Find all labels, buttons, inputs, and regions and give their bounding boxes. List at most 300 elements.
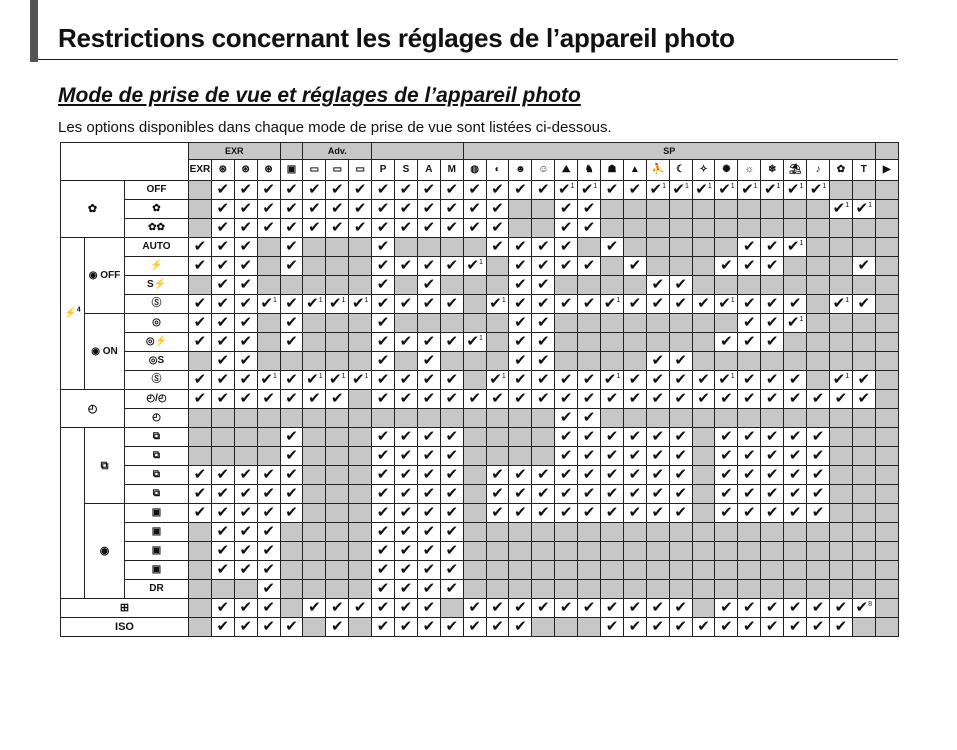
table-cell [738, 409, 761, 428]
table-cell [189, 181, 212, 200]
table-cell: ✔ [372, 618, 395, 637]
table-cell: ✔ [646, 295, 669, 314]
table-cell [532, 219, 555, 238]
table-cell [509, 561, 532, 580]
table-cell [349, 314, 372, 333]
table-cell [829, 504, 852, 523]
table-cell [692, 219, 715, 238]
table-cell [761, 276, 784, 295]
table-cell [669, 200, 692, 219]
table-cell: ✔ [761, 599, 784, 618]
table-cell [509, 409, 532, 428]
table-row [61, 447, 899, 466]
footnote-marker: 1 [272, 373, 277, 380]
table-cell: ✔ [211, 314, 234, 333]
table-cell [440, 409, 463, 428]
intro-text: Les options disponibles dans chaque mode de prise de vue sont listées ci-dessous. [58, 119, 612, 136]
table-cell: ✔ [280, 390, 303, 409]
footnote-marker: 1 [501, 297, 506, 304]
table-cell [875, 181, 898, 200]
table-cell: ✔$^1$ [349, 295, 372, 314]
restrictions-table [60, 142, 899, 637]
table-cell: ✔ [234, 257, 257, 276]
table-cell [189, 599, 212, 618]
table-cell: ✔ [578, 599, 601, 618]
table-cell: ✔ [372, 466, 395, 485]
table-cell [829, 580, 852, 599]
table-cell [669, 238, 692, 257]
table-cell [189, 276, 212, 295]
table-cell: ✔ [326, 599, 349, 618]
table-cell: ✔ [623, 428, 646, 447]
left-accent-bar [30, 0, 38, 62]
table-cell [601, 219, 624, 238]
continuous-outer-cell [61, 428, 85, 599]
table-row [61, 390, 899, 409]
table-cell: ✔ [738, 333, 761, 352]
table-cell [601, 542, 624, 561]
table-cell [692, 276, 715, 295]
row-auto: AUTO [125, 238, 189, 257]
table-cell: ✔ [486, 466, 509, 485]
table-cell [807, 352, 830, 371]
table-cell [280, 561, 303, 580]
table-row [61, 219, 899, 238]
footnote-marker: 1 [341, 373, 346, 380]
table-cell [532, 580, 555, 599]
header-group-movie [875, 143, 898, 160]
table-cell [807, 580, 830, 599]
table-cell [349, 257, 372, 276]
table-cell [761, 352, 784, 371]
table-cell: ✔ [601, 390, 624, 409]
table-cell: ✔ [761, 428, 784, 447]
table-cell: ✔ [646, 428, 669, 447]
table-cell: ✔ [669, 599, 692, 618]
table-cell: ✔ [440, 333, 463, 352]
table-cell: ✔$^1$ [646, 181, 669, 200]
table-cell: ✔ [372, 371, 395, 390]
table-cell: ✔ [257, 504, 280, 523]
table-cell [257, 409, 280, 428]
table-cell: ✔ [532, 257, 555, 276]
table-cell [189, 447, 212, 466]
table-cell: ✔ [234, 276, 257, 295]
table-cell: ✔$^1$ [326, 295, 349, 314]
table-cell [578, 333, 601, 352]
table-cell [646, 314, 669, 333]
table-cell [509, 200, 532, 219]
table-cell [852, 333, 875, 352]
table-cell [646, 333, 669, 352]
table-cell [578, 352, 601, 371]
table-cell: ✔ [326, 618, 349, 637]
table-cell: ✔ [417, 523, 440, 542]
table-cell: ✔ [486, 618, 509, 637]
table-cell [395, 409, 418, 428]
table-cell [784, 333, 807, 352]
table-cell [692, 428, 715, 447]
table-cell: ✔ [555, 485, 578, 504]
table-cell: ✔ [211, 371, 234, 390]
night-tripod-icon: ✧ [692, 160, 715, 181]
table-cell [349, 523, 372, 542]
table-cell: ✔ [738, 504, 761, 523]
self-timer-10-2-icon: ◴/◴ [125, 390, 189, 409]
table-cell [303, 409, 326, 428]
table-cell: ✔ [509, 466, 532, 485]
slow-sync-icon: S⚡ [125, 276, 189, 295]
table-cell: ✔ [578, 447, 601, 466]
table-cell: ✔ [509, 314, 532, 333]
table-cell [761, 219, 784, 238]
text-icon: T [852, 160, 875, 181]
table-cell: ✔ [601, 181, 624, 200]
table-cell: ✔ [234, 542, 257, 561]
table-cell: ✔ [372, 485, 395, 504]
table-cell: ✔ [509, 371, 532, 390]
table-cell: ✔ [280, 466, 303, 485]
table-cell [349, 580, 372, 599]
table-cell: ✔ [646, 618, 669, 637]
table-cell [761, 580, 784, 599]
night-icon: ☾ [669, 160, 692, 181]
table-cell [646, 238, 669, 257]
table-cell [692, 333, 715, 352]
table-cell [692, 314, 715, 333]
table-cell [440, 276, 463, 295]
table-row [61, 276, 899, 295]
table-cell: ✔ [784, 618, 807, 637]
table-cell [807, 523, 830, 542]
table-cell: ✔ [234, 200, 257, 219]
table-cell [257, 238, 280, 257]
table-cell: ✔ [555, 428, 578, 447]
table-cell: ✔ [463, 219, 486, 238]
table-cell: ✔ [395, 390, 418, 409]
movie-icon: ▶ [875, 160, 898, 181]
table-cell: ✔$^1$ [784, 181, 807, 200]
table-cell: ✔ [417, 599, 440, 618]
table-cell: ✔ [372, 599, 395, 618]
footnote-marker: 1 [662, 183, 666, 190]
table-cell [829, 181, 852, 200]
table-cell: ✔ [395, 542, 418, 561]
table-cell: ✔ [646, 485, 669, 504]
table-cell: ✔ [715, 447, 738, 466]
table-cell [715, 276, 738, 295]
table-cell: ✔ [829, 599, 852, 618]
table-cell [463, 238, 486, 257]
table-cell: ✔$^1$ [784, 238, 807, 257]
table-cell: ✔ [738, 295, 761, 314]
table-cell: ✔ [280, 504, 303, 523]
bracket-dr-icon: DR [125, 580, 189, 599]
table-cell: ✔ [578, 371, 601, 390]
table-cell: ✔$^1$ [303, 295, 326, 314]
table-cell: ✔$^1$ [257, 371, 280, 390]
table-cell: ✔ [555, 200, 578, 219]
table-cell: ✔ [234, 618, 257, 637]
table-cell: ✔ [509, 257, 532, 276]
table-cell [875, 295, 898, 314]
table-cell: ✔ [257, 580, 280, 599]
table-cell [349, 485, 372, 504]
table-row [61, 238, 899, 257]
dog-icon: ♞ [578, 160, 601, 181]
table-cell [578, 542, 601, 561]
table-cell: ✔ [395, 181, 418, 200]
table-cell: ✔ [440, 219, 463, 238]
table-cell: ✔ [189, 295, 212, 314]
table-cell: ✔ [738, 618, 761, 637]
table-cell [257, 447, 280, 466]
table-cell: ✔ [234, 238, 257, 257]
table-cell [807, 295, 830, 314]
table-cell: ✔ [280, 618, 303, 637]
table-cell [761, 200, 784, 219]
table-cell [875, 371, 898, 390]
portrait-icon: ☻ [509, 160, 532, 181]
table-cell [532, 618, 555, 637]
table-cell [326, 352, 349, 371]
table-cell: ✔ [189, 333, 212, 352]
table-cell [555, 333, 578, 352]
table-cell [852, 447, 875, 466]
continuous-high-icon: ⧉ [125, 466, 189, 485]
table-cell: ✔ [692, 295, 715, 314]
table-cell [578, 580, 601, 599]
table-cell [646, 542, 669, 561]
table-cell [829, 257, 852, 276]
table-cell [829, 333, 852, 352]
table-cell [852, 504, 875, 523]
column-S: S [395, 160, 418, 181]
table-cell: ✔ [280, 238, 303, 257]
table-cell [623, 352, 646, 371]
table-cell [623, 314, 646, 333]
footnote-marker: 1 [845, 297, 850, 304]
table-cell: ✔ [738, 257, 761, 276]
table-cell [852, 580, 875, 599]
table-cell: ✔$^1$ [738, 181, 761, 200]
table-cell [807, 333, 830, 352]
footnote-marker: 1 [799, 316, 804, 323]
table-cell [623, 523, 646, 542]
table-cell: ✔ [509, 238, 532, 257]
table-cell: ✔ [555, 599, 578, 618]
table-cell: ✔ [509, 333, 532, 352]
table-cell: ✔ [189, 504, 212, 523]
table-cell [234, 580, 257, 599]
table-cell: ✔ [257, 390, 280, 409]
table-cell: ✔$^1$ [692, 181, 715, 200]
table-cell [326, 314, 349, 333]
table-cell [326, 409, 349, 428]
table-cell: ✔ [349, 181, 372, 200]
table-cell: ✔ [463, 599, 486, 618]
table-cell [829, 542, 852, 561]
table-cell: ✔ [646, 599, 669, 618]
table-cell: ✔ [417, 542, 440, 561]
table-cell: ✔ [509, 352, 532, 371]
table-cell: ✔ [280, 428, 303, 447]
table-cell [463, 352, 486, 371]
table-cell: ✔ [234, 466, 257, 485]
table-cell: ✔ [601, 447, 624, 466]
table-cell [761, 542, 784, 561]
table-cell [395, 352, 418, 371]
table-cell [555, 542, 578, 561]
table-cell [852, 428, 875, 447]
table-cell: ✔$^1$ [715, 295, 738, 314]
table-cell: ✔ [761, 504, 784, 523]
table-row [61, 523, 899, 542]
table-cell: ✔ [395, 618, 418, 637]
continuous-top-icon: ⧉ [125, 428, 189, 447]
table-cell: ✔$^1$ [555, 181, 578, 200]
footnote-marker: 1 [478, 259, 483, 266]
footnote-marker: 1 [753, 183, 758, 190]
table-cell [326, 580, 349, 599]
table-cell: ✔ [211, 561, 234, 580]
table-cell [280, 352, 303, 371]
table-cell [715, 238, 738, 257]
table-cell: ✔ [761, 295, 784, 314]
table-cell: ✔ [669, 447, 692, 466]
table-cell [875, 523, 898, 542]
table-cell: ✔ [555, 371, 578, 390]
table-cell [669, 580, 692, 599]
table-cell [257, 333, 280, 352]
table-cell: ✔ [349, 219, 372, 238]
table-cell [395, 314, 418, 333]
macro-group-icon: ✿ [61, 181, 125, 238]
table-cell [440, 314, 463, 333]
table-cell: ✔ [715, 618, 738, 637]
table-cell: ✔ [829, 390, 852, 409]
table-cell [326, 333, 349, 352]
table-cell [463, 466, 486, 485]
table-cell: ✔ [395, 580, 418, 599]
table-cell: ✔ [601, 504, 624, 523]
table-cell [303, 447, 326, 466]
table-cell: ✔ [578, 219, 601, 238]
table-cell [875, 314, 898, 333]
table-cell [555, 561, 578, 580]
table-cell [852, 618, 875, 637]
table-cell: ✔ [211, 352, 234, 371]
table-cell: ✔ [623, 485, 646, 504]
table-cell [692, 352, 715, 371]
table-cell [257, 352, 280, 371]
table-cell: ✔ [372, 504, 395, 523]
table-cell: ✔ [486, 390, 509, 409]
table-cell: ✔ [669, 295, 692, 314]
table-cell: ✔ [623, 504, 646, 523]
table-cell [349, 618, 372, 637]
table-cell [852, 276, 875, 295]
table-cell [303, 333, 326, 352]
table-cell [440, 238, 463, 257]
table-cell [349, 238, 372, 257]
table-cell: ✔ [532, 333, 555, 352]
table-cell: ✔ [715, 485, 738, 504]
table-cell: ✔ [372, 219, 395, 238]
table-cell [692, 561, 715, 580]
table-cell [349, 409, 372, 428]
adv-mode-2-icon: ▭ [326, 160, 349, 181]
table-cell [692, 599, 715, 618]
table-cell: ✔$^1$ [326, 371, 349, 390]
table-cell: ✔ [440, 181, 463, 200]
table-cell: ✔ [280, 447, 303, 466]
table-cell: ✔ [486, 200, 509, 219]
table-cell [463, 504, 486, 523]
table-cell [280, 276, 303, 295]
table-cell: ✔ [784, 504, 807, 523]
table-cell [601, 523, 624, 542]
table-cell: ✔ [555, 257, 578, 276]
table-cell [669, 314, 692, 333]
table-cell [486, 257, 509, 276]
table-cell: ✔ [669, 618, 692, 637]
table-cell [784, 276, 807, 295]
table-cell: ✔ [211, 523, 234, 542]
table-cell: ✔ [417, 181, 440, 200]
table-cell: ✔$^1$ [349, 371, 372, 390]
table-cell: ✔ [417, 257, 440, 276]
table-cell: ✔ [784, 390, 807, 409]
table-cell [829, 447, 852, 466]
table-cell [326, 561, 349, 580]
table-cell: ✔ [395, 428, 418, 447]
adv-mode-3-icon: ▭ [349, 160, 372, 181]
table-cell [326, 257, 349, 276]
macro-icon: ✿ [125, 200, 189, 219]
table-cell: ✔ [578, 409, 601, 428]
table-cell: ✔ [509, 599, 532, 618]
table-cell: ✔$^1$ [486, 371, 509, 390]
table-cell: ✔ [601, 238, 624, 257]
table-row [61, 409, 899, 428]
table-cell [349, 466, 372, 485]
table-cell: ✔ [463, 181, 486, 200]
table-cell: ✔ [623, 181, 646, 200]
table-cell [486, 333, 509, 352]
table-cell [417, 314, 440, 333]
table-cell [303, 314, 326, 333]
table-cell: ✔ [280, 485, 303, 504]
footnote-marker: 1 [616, 373, 621, 380]
table-cell: ✔ [601, 466, 624, 485]
table-cell: ✔ [578, 200, 601, 219]
table-cell: ✔$^1$ [715, 371, 738, 390]
table-cell: ✔ [440, 390, 463, 409]
table-cell [807, 409, 830, 428]
table-cell: ✔ [257, 200, 280, 219]
table-cell [349, 428, 372, 447]
table-cell: ✔$^1$ [852, 200, 875, 219]
table-cell: ✔ [372, 352, 395, 371]
table-cell: ✔ [234, 352, 257, 371]
table-cell: ✔ [280, 181, 303, 200]
table-cell [532, 409, 555, 428]
table-cell: ✔ [669, 428, 692, 447]
table-cell [349, 561, 372, 580]
table-cell: ✔ [234, 295, 257, 314]
table-cell [257, 257, 280, 276]
